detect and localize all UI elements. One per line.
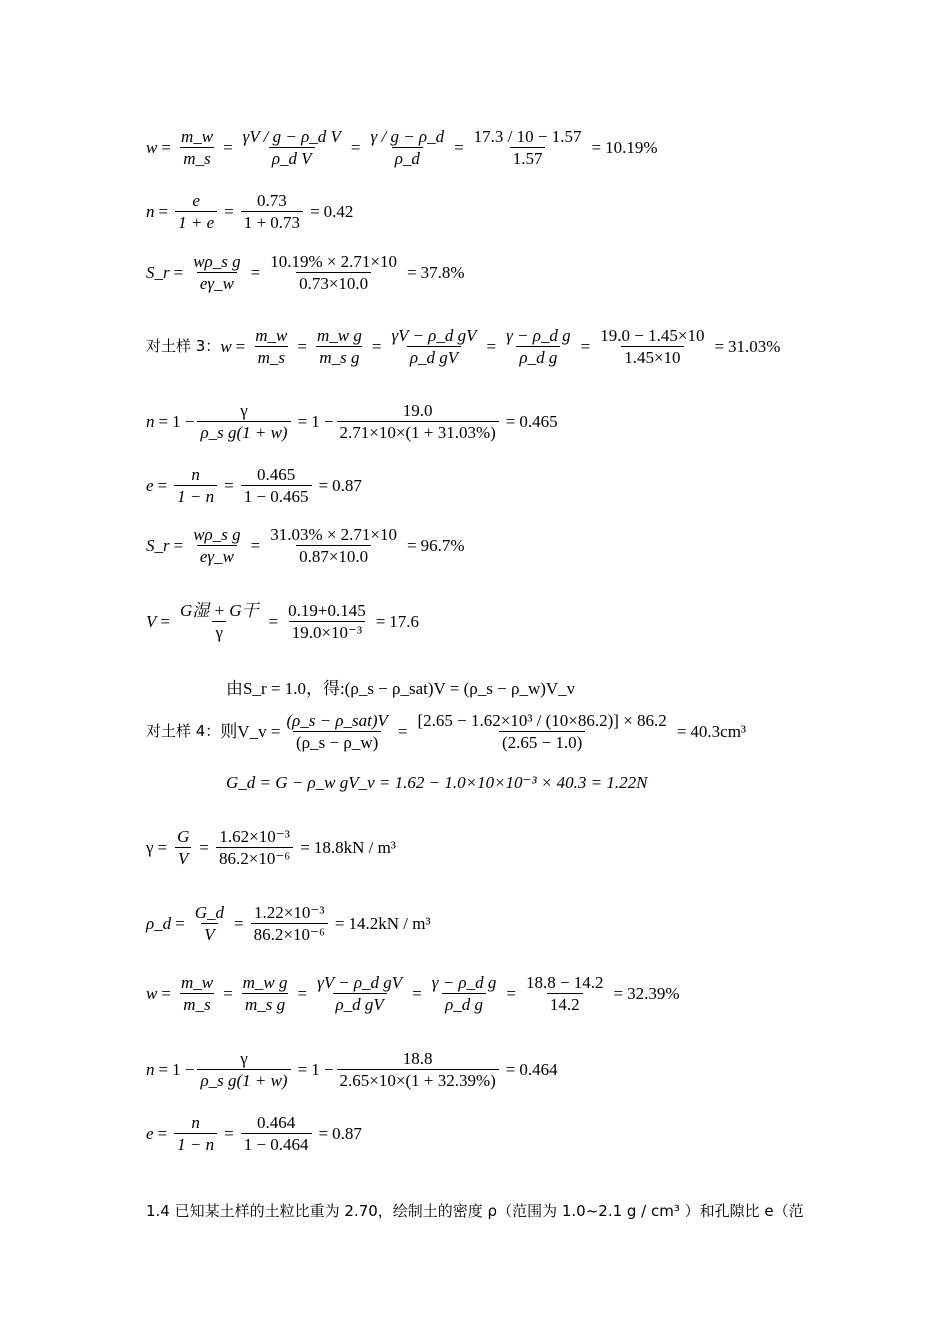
fraction: $\frac{\text{wρ\_s g}}{e\gamma\_w}$ (193, 252, 241, 293)
fraction: $\frac{m\_w}{m\_s}$ (255, 326, 288, 367)
fraction: $\frac{\text{γ − ρ\_d g}}{\text{ρ\_d g}}$ (431, 973, 497, 1014)
fraction: $\frac{\gamma / g - \rho\_d}{\rho\_d}$ (370, 127, 445, 168)
equation-porosity-sample4: n = 1 − $\frac{\gamma}{\text{ρ\_s g(1 + w)}}$ = 1 − $\frac{18.8}{2.65\times 10\times(1 + 32.39\%)}$ = 0.464 (146, 1049, 558, 1090)
fraction: $\frac{\text{G湿 + G干}}{\gamma}$ (179, 601, 259, 642)
equation-porosity-sample3: n = 1 − $\frac{\gamma}{\text{ρ\_s g(1 + w)}}$ = 1 − $\frac{19.0}{2.71\times 10\times(1 + 31.03\%)}$ = 0.465 (146, 401, 558, 442)
equation-water-content-sample4: w = $\frac{m\_w}{m\_s}$ = $\frac{\text{m\_w g}}{\text{m\_s g}}$ = $\frac{\text{γV − ρ\_d gV}}{\text{ρ\_d gV}}$ = $\frac{\text{γ − ρ\_d g}}{\text{ρ\_d g}}$ = $\frac{18.8 - 14.2}{14.2}$ = 32.39% (146, 973, 680, 1014)
fraction: $\frac{31.03\% \times 2.71\times 10}{0.87\times 10.0}$ (270, 525, 398, 566)
equation-dry-density-sample4: ρ_d = $\frac{G\_d}{V}$ = $\frac{\text{1.22×10⁻³}}{\text{86.2×10⁻⁶}}$ = 14.2kN / m³ (146, 903, 431, 944)
fraction: $\frac{G\_d}{V}$ (194, 903, 225, 944)
equation-void-volume-sample4: 对土样 4： 则V_v = $\frac{\text{(ρ\_s − ρ\_sat)V}}{(\rho\_s - \rho\_w)}$ = $\frac{\text{[2.65 − 1.62×10³ / (10×86.2)] × 86.2}}{(2.65 - 1.0)}$ = 40.3cm³ (146, 711, 747, 752)
equation-water-content-sample3: 对土样 3： w = $\frac{m\_w}{m\_s}$ = $\frac{\text{m\_w g}}{\text{m\_s g}}$ = $\frac{\text{γV − ρ\_d gV}}{\text{ρ\_d gV}}$ = $\frac{\text{γ − ρ\_d g}}{\text{ρ\_d g}}$ = $\frac{19.0 - 1.45\times 10}{1.45\times 10}$ = 31.03% (146, 326, 781, 367)
equation-water-content-sample2: w = $\frac{m\_w}{m\_s}$ = $\frac{\text{γV / g − ρ\_d V}}{\text{ρ\_d V}}$ = $\frac{\gamma / g - \rho\_d}{\rho\_d}$ = $\frac{17.3 / 10 - 1.57}{1.57}$ = 10.19% (146, 127, 658, 168)
fraction: $\frac{\text{1.22×10⁻³}}{\text{86.2×10⁻⁶}}$ (251, 904, 328, 943)
equation-dry-weight-sample4: G_d = G − ρ_w gV_v = 1.62 − 1.0×10×10⁻³ × 40.3 = 1.22N (226, 773, 648, 792)
equation-saturation-sample2: S_r = $\frac{\text{wρ\_s g}}{e\gamma\_w}$ = $\frac{10.19\% \times 2.71\times 10}{0.73\times 10.0}$ = 37.8% (146, 252, 465, 293)
fraction: $\frac{\text{m\_w g}}{\text{m\_s g}}$ (316, 326, 362, 367)
fraction: $\frac{\text{γ − ρ\_d g}}{\text{ρ\_d g}}$ (506, 326, 571, 367)
equation-saturation-sample3: S_r = $\frac{\text{wρ\_s g}}{e\gamma\_w}$ = $\frac{31.03\% \times 2.71\times 10}{0.87\times 10.0}$ = 96.7% (146, 525, 465, 566)
fraction: $\frac{\gamma}{\text{ρ\_s g(1 + w)}}$ (197, 402, 290, 441)
fraction: $\frac{0.19+0.145}{\text{19.0×10⁻³}}$ (288, 601, 366, 642)
equation-unit-weight-sample4: γ = $\frac{G}{V}$ = $\frac{\text{1.62×10⁻³}}{\text{86.2×10⁻⁶}}$ = 18.8kN / m³ (146, 827, 396, 868)
fraction: $\frac{10.19\% \times 2.71\times 10}{0.73\times 10.0}$ (270, 252, 398, 293)
fraction: $\frac{m\_w}{m\_s}$ (180, 973, 214, 1014)
fraction: $\frac{n}{1 - n}$ (174, 466, 217, 505)
fraction: $\frac{18.8 - 14.2}{14.2}$ (525, 973, 604, 1014)
fraction: $\frac{\text{γV / g − ρ\_d V}}{\text{ρ\_d V}}$ (242, 127, 341, 168)
fraction: $\frac{m\_w}{m\_s}$ (180, 127, 214, 168)
fraction: $\frac{19.0}{2.71\times 10\times(1 + 31.03\%)}$ (337, 402, 499, 441)
fraction: $\frac{18.8}{2.65\times 10\times(1 + 32.39\%)}$ (337, 1050, 499, 1089)
sample-label: 对土样 4： (146, 722, 221, 740)
fraction: $\frac{\text{(ρ\_s − ρ\_sat)V}}{(\rho\_s - \rho\_w)}$ (286, 711, 388, 752)
equation-void-ratio-sample3: e = $\frac{n}{1 - n}$ = $\frac{0.465}{1 - 0.465}$ = 0.87 (146, 465, 362, 506)
fraction: $\frac{19.0 - 1.45\times 10}{1.45\times 10}$ (600, 326, 705, 367)
equation-volume-sample3: V = $\frac{\text{G湿 + G干}}{\gamma}$ = $\frac{0.19+0.145}{\text{19.0×10⁻³}}$ = 17.6 (146, 601, 420, 642)
fraction: $\frac{\gamma}{\text{ρ\_s g(1 + w)}}$ (197, 1050, 290, 1089)
fraction: $\frac{17.3 / 10 - 1.57}{1.57}$ (473, 127, 582, 168)
fraction: $\frac{n}{1 - n}$ (174, 1114, 217, 1153)
sample-label: 对土样 3： (146, 337, 221, 355)
fraction: $\frac{0.465}{1 - 0.465}$ (241, 466, 312, 505)
fraction: $\frac{\text{γV − ρ\_d gV}}{\text{ρ\_d gV}}$ (317, 973, 403, 1014)
fraction: $\frac{\text{γV − ρ\_d gV}}{\text{ρ\_d gV}}$ (391, 326, 477, 367)
fraction: $\frac{0.73}{1 + 0.73}$ (241, 192, 303, 231)
fraction: $\frac{e}{1 + e}$ (175, 192, 217, 231)
equation-saturation-condition: 由S_r = 1.0，得:(ρ_s − ρ_sat)V = (ρ_s − ρ_w)V_v (226, 679, 576, 698)
fraction: $\frac{\text{[2.65 − 1.62×10³ / (10×86.2)] × 86.2}}{(2.65 - 1.0)}$ (417, 711, 667, 752)
equation-porosity-sample2: n = $\frac{e}{1 + e}$ = $\frac{0.73}{1 + 0.73}$ = 0.42 (146, 191, 354, 232)
fraction: $\frac{0.464}{1 - 0.464}$ (241, 1114, 312, 1153)
equation-void-ratio-sample4: e = $\frac{n}{1 - n}$ = $\frac{0.464}{1 - 0.464}$ = 0.87 (146, 1113, 362, 1154)
fraction: $\frac{G}{V}$ (174, 828, 192, 867)
fraction: $\frac{\text{1.62×10⁻³}}{\text{86.2×10⁻⁶}}$ (216, 828, 293, 867)
fraction: $\frac{\text{m\_w g}}{\text{m\_s g}}$ (242, 973, 288, 1014)
fraction: $\frac{\text{wρ\_s g}}{e\gamma\_w}$ (193, 525, 241, 566)
problem-1-4-text: 1.4 已知某土样的土粒比重为 2.70，绘制土的密度 ρ（范围为 1.0~2.1 g / cm³ ）和孔隙比 e（范 (146, 1202, 804, 1220)
